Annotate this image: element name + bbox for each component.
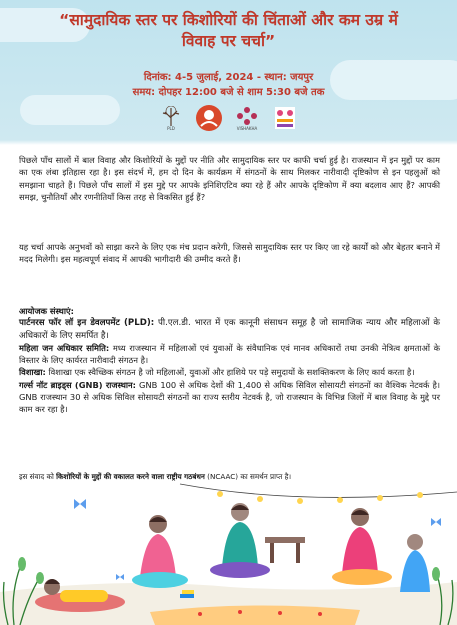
organizer-item — [19, 379, 440, 416]
cloud — [20, 95, 120, 125]
organizer-item — [19, 366, 440, 378]
mjas-logo-icon — [196, 103, 222, 133]
vishakha-logo-icon — [234, 103, 260, 133]
organizer-logos — [158, 101, 308, 135]
organizer-name: गर्ल्स नॉट ब्राइड्स (GNB) राजस्थान: — [19, 379, 136, 390]
intro-paragraph-2: यह चर्चा आपके अनुभवों को साझा करने के लिए एक मंच प्रदान करेगी, जिससे सामुदायिक स्तर पर किए जा रहे कार्यों को और बेहतर बनाने में मदद मिलेगी। इस महत्वपूर्ण संवाद में आपकी भागीदारी की उम्मीद करते हैं। — [19, 242, 440, 265]
pld-tree-icon — [158, 103, 184, 133]
title-line-2: विवाह पर चर्चा” — [181, 32, 276, 50]
organizers-heading: आयोजक संस्थाएं: — [19, 306, 74, 316]
support-prefix: इस संवाद को — [19, 472, 57, 481]
organizer-desc: विशाखा एक स्वैच्छिक संगठन है जो महिलाओं, युवाओं और हाशिये पर पड़े समुदायों के सशक्तिकरण के लिए कार्य करता है। — [45, 367, 415, 378]
intro-paragraph-1: पिछले पाँच सालों में बाल विवाह और किशोरियों के मुद्दों पर नीति और सामुदायिक स्तर पर काफी चर्चा हुई है। राजस्थान में इन मुद्दों पर काम का एक लंबा इतिहास रहा है। इस संदर्भ में, हम दो दिन के कार्यक्रम में संगठनों के साथ मिलकर नारीवादी दृष्टिकोण से इन पहलुओं को समझाना चाहते हैं। पिछले पाँच सालों में इस मुद्दे पर आपके इनिशिएटिव क्या रहे हैं और आपके दृष्टिकोण में क्या बदलाव आए हैं? आपकी समझ, चुनौतियाँ और रणनीतियाँ किस तरह से विकसित हुई हैं? — [19, 155, 440, 202]
support-suffix: (NCAAC) का समर्थन प्राप्त है। — [204, 472, 292, 481]
pld-logo-label: PLD — [167, 125, 175, 131]
organizer-desc: मध्य राजस्थान में महिलाओं एवं युवाओं के संवैधानिक एवं मानव अधिकारों तथा उनकी नेत्रित्व क्षमताओं के विस्तार के लिए कार्यरत नारीवादी संगठन है। — [19, 342, 441, 366]
title-line-1: “सामुदायिक स्तर पर किशोरियों की चिंताओं और कम उम्र में — [59, 11, 398, 29]
vishakha-logo-label: VISHAKHA — [236, 125, 258, 131]
flyer-title — [20, 10, 437, 52]
organizer-name: महिला जन अधिकार समिति: — [19, 342, 110, 353]
organizer-item — [19, 317, 440, 342]
women-gathering-illustration — [0, 482, 457, 625]
organizer-name: पार्टनरस फॉर लॉ इन डेवलपमेंट (PLD): — [19, 318, 155, 329]
event-time: समय: दोपहर 12:00 बजे से शाम 5:30 बजे तक — [132, 87, 325, 98]
organizers-section — [19, 305, 440, 416]
organizer-desc: पी.एल.डी. भारत में एक कानूनी संसाधन समूह है जो सामाजिक न्याय और महिलाओं के अधिकारों के लिए समर्पित है। — [19, 318, 441, 341]
ncaac-name: किशोरियों के मुद्दों की वकालत करने वाला राष्ट्रीय गठबंधन — [56, 472, 205, 481]
date-location: दिनांक: 4-5 जुलाई, 2024 - स्थान: जयपुर — [143, 72, 314, 83]
organizer-desc: GNB 100 से अधिक देशों की 1,400 से अधिक सिविल सोसायटी संगठनों का वैश्विक नेटवर्क है। GNB राजस्थान 30 से अधिक सिविल सोसायटी संगठनों का राज्य स्तरीय नेटवर्क है, जो राजस्थान के विभिन्न जिलों में बाल विवाह के मुद्दे पर काम कर रहा है। — [19, 379, 440, 415]
support-note — [19, 472, 440, 482]
girls-not-brides-logo-icon — [272, 103, 298, 133]
organizer-item — [19, 342, 440, 367]
organizer-name: विशाखा: — [19, 367, 46, 378]
